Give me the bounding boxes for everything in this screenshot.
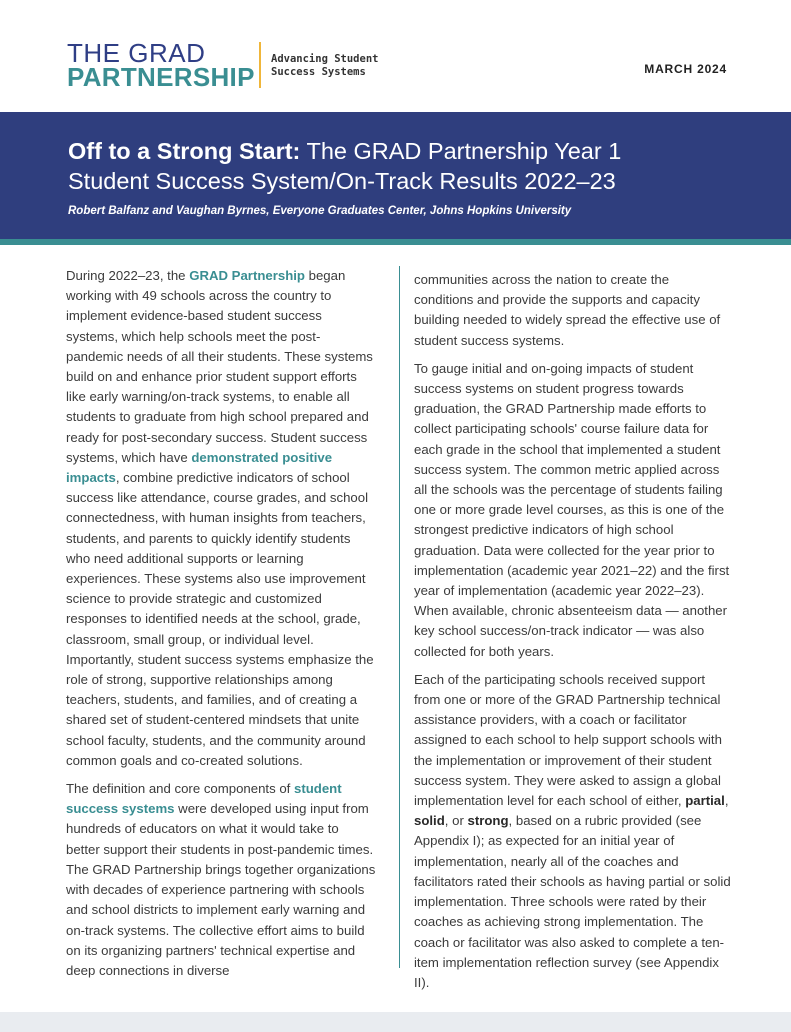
right-paragraph-1: communities across the nation to create the conditions and provide the supports and capacity building needed to widely spread the effective use of student success systems. xyxy=(414,272,721,348)
demonstrated-impacts-link[interactable]: demonstrated positive impacts xyxy=(66,449,333,486)
tagline-line-2: Success Systems xyxy=(271,66,366,78)
title-rest: The GRAD Partnership Year 1 xyxy=(300,138,622,164)
page-header xyxy=(0,0,791,112)
logo-divider xyxy=(259,42,261,88)
authors-line: Robert Balfanz and Vaughan Byrnes, Everyone Graduates Center, Johns Hopkins University xyxy=(68,205,572,217)
left-paragraph-2 xyxy=(66,779,376,981)
text-run: , or xyxy=(444,813,468,829)
text-run: , combine predictive indicators of school success like attendance, course grades, and school connectedness, with human insights from teachers, students, and parents to quickly identify students who need additional supports or learning experiences. These systems also use improvement science to provide strategic and customized responses to identified needs at the school, grade, classroom, small group, or individual level. Importantly, student success systems emphasize the role of strong, supportive relationships among teachers, students, and families, and of creating a shared set of student-centered mindsets that unite school faculty, students, and the community around common goals and co-created solutions. xyxy=(66,470,374,768)
left-column xyxy=(66,266,376,989)
logo-line-1: THE GRAD xyxy=(67,38,206,68)
text-run: The definition and core components of xyxy=(66,781,294,797)
tagline xyxy=(271,53,431,79)
text-run: , xyxy=(724,793,729,809)
term-strong: strong xyxy=(467,813,509,829)
document-title xyxy=(68,136,768,196)
banner-accent-stripe xyxy=(0,239,791,245)
text-run: During 2022–23, the xyxy=(66,268,190,283)
title-lead: Off to a Strong Start: xyxy=(68,138,301,164)
right-paragraph-2: To gauge initial and on-going impacts of student success systems on student progress towards graduation, the GRAD Partnership made efforts to collect participating schools' course failure data for each grade in the school that implemented a student success system. The common metric applied across all the schools was the percentage of students failing one or more grade level courses, as this is one of the strongest predictive indicators of high school graduation. Data were collected for the year prior to implementation (academic year 2021–22) and the first year of implementation (academic year 2022–23). When available, chronic absenteeism data — another key school success/on-track indicator — was also collected for both years. xyxy=(414,360,730,659)
text-run: , based on a rubric provided (see Appendix I); as expected for an initial year of implementation, nearly all of the coaches and facilitators rated their schools as having partial or solid implementation. Three schools were rated by their coaches as achieving strong implementation. The coach or facilitator was also asked to complete a ten-item implementation reflection survey (see Appendix II). xyxy=(414,813,731,990)
text-run: began working with 49 schools across the country to implement evidence-based student success systems, which help schools meet the post-pandemic needs of all their students. These systems build on and enhance prior student support efforts like early warning/on-track systems, to enable all students to graduate from high school prepared and ready for post-secondary success. Student success systems, which have xyxy=(66,268,373,465)
right-paragraph-3 xyxy=(414,670,732,993)
student-success-systems-link[interactable]: student success systems xyxy=(66,781,342,817)
title-line-2: Student Success System/On-Track Results 2022–23 xyxy=(68,168,616,194)
term-solid: solid xyxy=(414,813,445,829)
logo-line-2: PARTNERSHIP xyxy=(67,62,255,92)
term-partial: partial xyxy=(685,793,725,809)
right-column xyxy=(414,270,732,1001)
column-divider xyxy=(399,266,400,968)
grad-partnership-link[interactable]: GRAD Partnership xyxy=(189,268,305,283)
text-run: were developed using input from hundreds of educators on what it would take to better support their students in post-pandemic times. The GRAD Partnership brings together organizations with decades of experience partnering with schools and school districts to implement early warning and on-track systems. The collective effort aims to build on its organizing partners' technical expertise and deep connections in diverse xyxy=(66,801,376,978)
tagline-line-1: Advancing Student xyxy=(271,53,379,65)
grad-partnership-logo xyxy=(67,38,255,92)
footer-band xyxy=(0,1012,791,1032)
left-paragraph-1 xyxy=(66,266,376,771)
publication-date: MARCH 2024 xyxy=(644,62,727,76)
text-run: Each of the participating schools received support from one or more of the GRAD Partnership technical assistance providers, with a coach or facilitator assigned to each school to help support schools with the implementation or improvement of their student success system. They were asked to assign a global implementation level for each school of either, xyxy=(414,671,722,809)
